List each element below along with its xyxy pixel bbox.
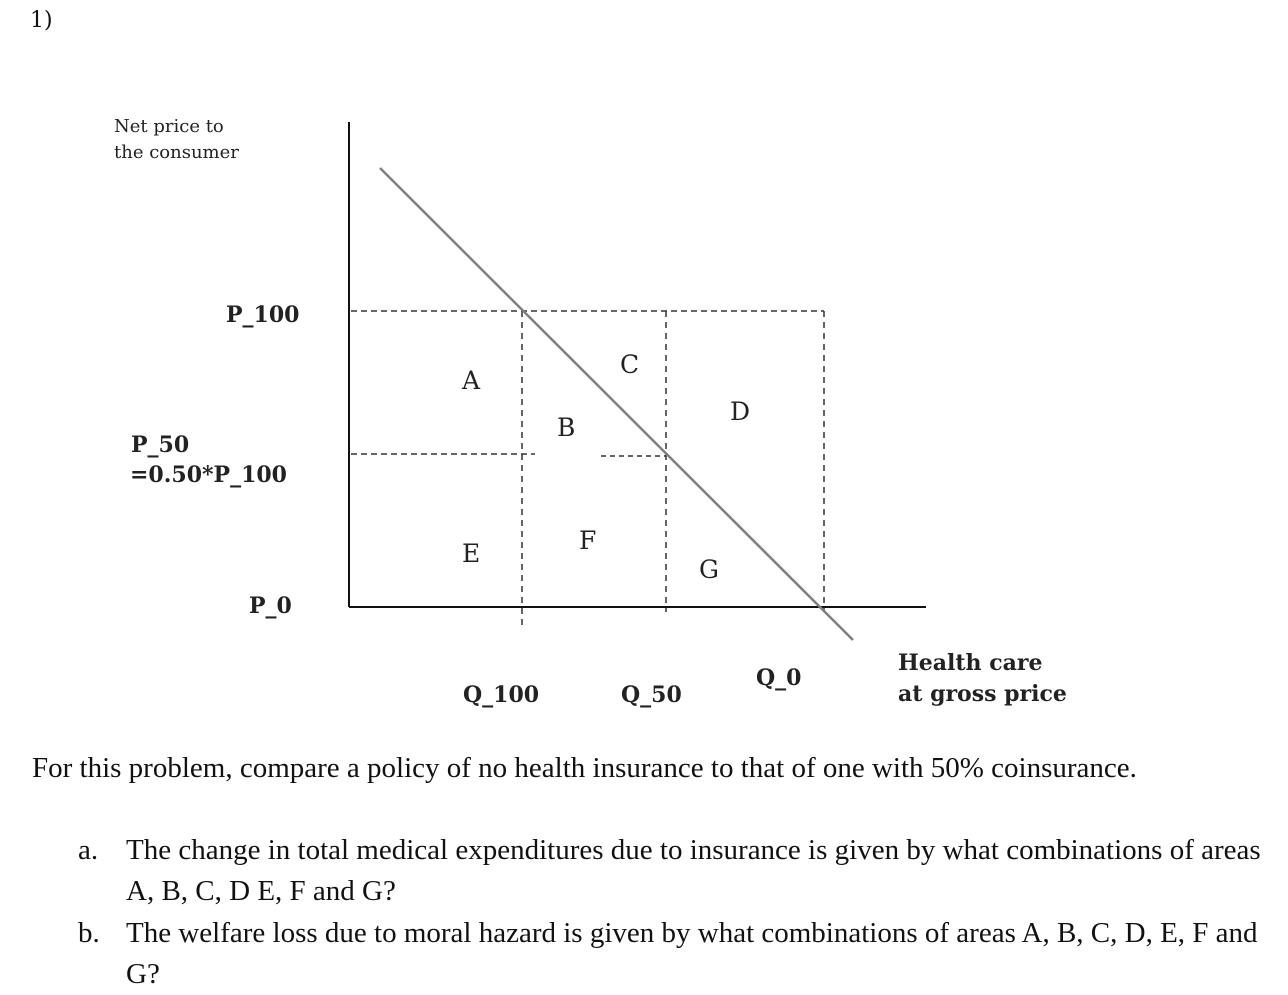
area-label-c: C [620, 350, 640, 379]
tick-p0: P_0 [249, 593, 292, 619]
question-a-marker: a. [78, 834, 99, 866]
y-axis-title [114, 114, 239, 166]
problem-intro: For this problem, compare a policy of no health insurance to that of one with 50% coinsurance. [32, 752, 1137, 784]
tick-p50: P_50 [131, 432, 190, 458]
tick-p50-definition: =0.50*P_100 [130, 462, 287, 488]
x-axis-title-line-2: at gross price [898, 681, 1067, 707]
tick-q100: Q_100 [463, 682, 540, 708]
y-axis-title-line-2: the consumer [114, 142, 239, 163]
y-axis-title-line-1: Net price to [114, 116, 224, 137]
area-label-g: G [699, 555, 719, 584]
area-label-a: A [462, 366, 481, 395]
question-a-text: The change in total medical expenditures due to insurance is given by what combinations of areas A, B, C, D E, F and G? [126, 834, 1261, 907]
question-b-text: The welfare loss due to moral hazard is given by what combinations of areas A, B, C, D, E, F and G? [126, 917, 1258, 990]
tick-q0: Q_0 [756, 665, 802, 691]
tick-p100: P_100 [226, 302, 300, 328]
x-axis-title-line-1: Health care [898, 650, 1043, 676]
demand-curve [380, 168, 853, 640]
area-label-f: F [579, 526, 597, 555]
area-label-b: B [557, 413, 576, 442]
x-axis-title [898, 648, 1067, 710]
area-label-d: D [730, 397, 751, 426]
tick-q50: Q_50 [621, 682, 682, 708]
problem-number: 1) [30, 8, 53, 33]
area-label-e: E [462, 539, 481, 568]
question-b-marker: b. [78, 917, 100, 949]
